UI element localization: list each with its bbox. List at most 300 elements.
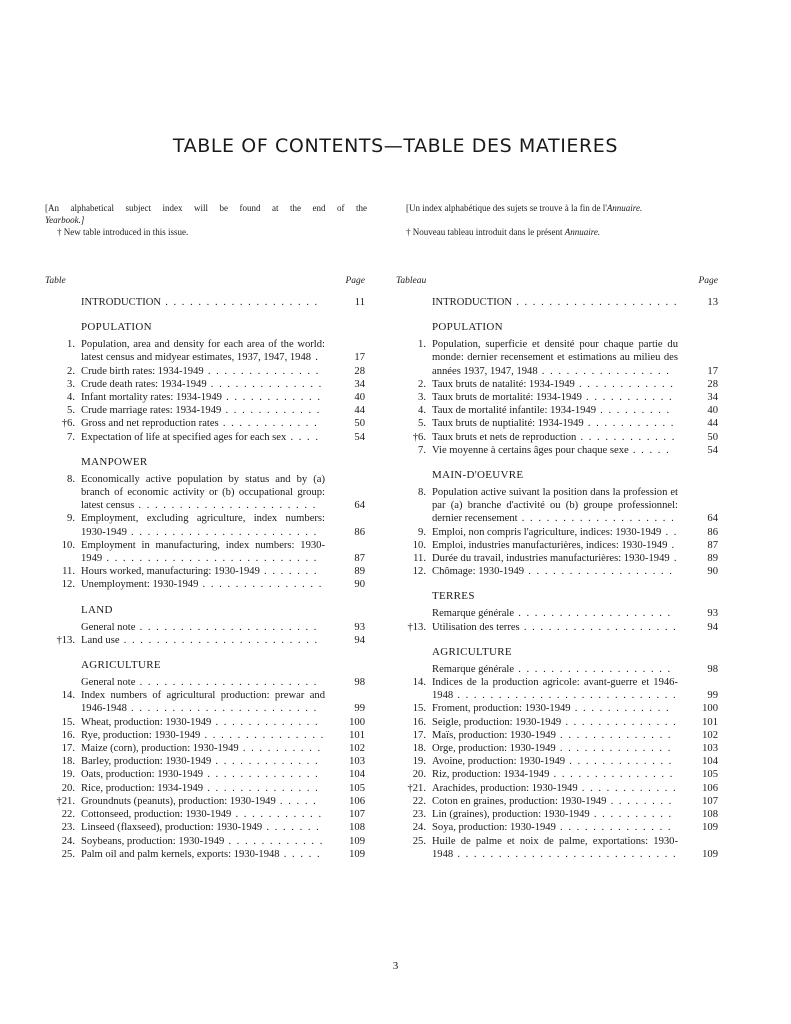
entry-number: 19. — [61, 769, 75, 781]
entry-text: General note — [81, 621, 136, 633]
entry-number: 17. — [61, 743, 75, 755]
toc-entry — [45, 782, 365, 795]
toc-entry — [396, 417, 718, 430]
entry-text: Chômage: 1930-1949 — [432, 566, 525, 578]
entry-page: 13 — [707, 297, 718, 308]
entry-text: INTRODUCTION — [81, 297, 162, 308]
entry-title — [81, 808, 325, 821]
entry-number: 4. — [67, 392, 75, 404]
leader-dots: . . . . . . . . . . . . . . — [561, 716, 678, 728]
entry-page: 103 — [349, 756, 365, 768]
toc-entry — [396, 391, 718, 404]
toc-entry — [396, 431, 718, 444]
toc-entry — [45, 755, 365, 768]
toc-entry — [45, 634, 365, 647]
entry-title — [432, 716, 678, 729]
toc-entry — [45, 578, 365, 591]
leader-dots: . . . . . . . — [259, 566, 318, 578]
toc-entry — [45, 676, 365, 689]
leader-dots: . . . . . . . . . . . . . . . . . . . . . . — [135, 677, 318, 689]
leader-dots: . . . . . . . . . . . . . . — [555, 743, 672, 755]
entry-text: Gross and net reproduction rates — [81, 418, 219, 430]
entry-title — [81, 578, 325, 591]
entry-page: 105 — [349, 782, 365, 794]
intro-entry — [396, 296, 718, 309]
entry-number: 24. — [61, 835, 75, 847]
entry-page: 44 — [707, 418, 718, 430]
entry-number: 16. — [61, 729, 75, 741]
toc-entry — [45, 621, 365, 634]
toc-entry — [45, 378, 365, 391]
entry-page: 106 — [349, 795, 365, 807]
entry-page: 86 — [354, 526, 365, 538]
entry-number: 14. — [412, 677, 426, 689]
entry-text: Avoine, production: 1930-1949 — [432, 756, 566, 768]
entry-text: Soybeans, production: 1930-1949 — [81, 835, 225, 847]
entry-number: 11. — [62, 566, 75, 578]
entry-title — [81, 782, 325, 795]
entry-title — [432, 565, 678, 578]
entry-text: General note — [81, 677, 136, 689]
leader-dots: . . . . . . . . . . . . . . — [203, 782, 320, 794]
page-number: 3 — [392, 960, 399, 972]
leader-dots: . . . . . . . . . . . — [583, 418, 675, 430]
toc-entry — [396, 821, 718, 834]
index-note-en — [45, 202, 367, 238]
entry-page: 109 — [349, 835, 365, 847]
entry-title — [432, 391, 678, 404]
entry-number: 1. — [418, 339, 426, 351]
entry-number: 9. — [67, 513, 75, 525]
entry-text: Indices de la production agricole: avant-guerre et 1946-1948 — [432, 677, 678, 702]
leader-dots: . . . . . . . . . . . . . — [565, 756, 673, 768]
leader-dots: . . . . . — [279, 848, 322, 860]
contents-column-french — [396, 276, 718, 861]
entry-page: 11 — [354, 297, 365, 308]
entry-number: 18. — [412, 743, 426, 755]
leader-dots: . . . . . — [628, 444, 671, 456]
entry-text: Employment, excluding agriculture, index numbers: 1930-1949 — [81, 513, 325, 538]
entry-number: 24. — [412, 822, 426, 834]
toc-entry — [45, 742, 365, 755]
entry-number: 9. — [418, 526, 426, 538]
entry-page: 100 — [702, 703, 718, 715]
leader-dots: . . . . . . . . . . . . . . — [203, 769, 320, 781]
entry-title — [81, 676, 325, 689]
entry-text: Soya, production: 1930-1949 — [432, 822, 556, 834]
leader-dots: . . . . . . . . . . . . . . . . . . . . . . . . . . — [102, 553, 318, 565]
entry-title — [432, 431, 678, 444]
entry-title — [81, 689, 325, 715]
entry-text: Crude death rates: 1934-1949 — [81, 378, 207, 390]
entry-title — [81, 835, 325, 848]
entry-title — [81, 417, 325, 430]
toc-entry — [45, 473, 365, 513]
index-note-en-line1: [An alphabetical subject index will be found at the end of the — [45, 203, 367, 213]
toc-entry — [396, 702, 718, 715]
entry-number: 12. — [61, 579, 75, 591]
entry-title — [432, 808, 678, 821]
toc-entry — [396, 808, 718, 821]
entry-number: 18. — [61, 756, 75, 768]
entry-number: 22. — [61, 809, 75, 821]
entry-title — [432, 607, 678, 620]
entry-number: 10. — [61, 539, 75, 551]
entry-title — [432, 539, 678, 552]
entry-text: Froment, production: 1930-1949 — [432, 703, 571, 715]
section-title: MAIN-D'OEUVRE — [432, 469, 524, 482]
entry-number: 11. — [413, 553, 426, 565]
entry-text: Maïs, production: 1930-1949 — [432, 729, 556, 741]
entry-text: Oats, production: 1930-1949 — [81, 769, 204, 781]
entry-title — [81, 742, 325, 755]
entry-number: 10. — [412, 539, 426, 551]
entry-title — [432, 338, 678, 378]
entry-number: 5. — [418, 418, 426, 430]
entry-title — [81, 404, 325, 417]
entry-number: 23. — [61, 822, 75, 834]
entry-number: 16. — [412, 716, 426, 728]
entry-title — [432, 417, 678, 430]
entry-page: 104 — [349, 769, 365, 781]
entry-text: Arachides, production: 1930-1949 — [432, 782, 578, 794]
entry-number: 2. — [67, 365, 75, 377]
entry-text: Emploi, non compris l'agriculture, indices: 1930-1949 — [432, 526, 662, 538]
entry-text: Taux de mortalité infantile: 1934-1949 — [432, 405, 597, 417]
leader-dots: . . . . . . . . . . . . . . . . — [537, 365, 671, 377]
toc-entry — [45, 768, 365, 781]
entry-page: 101 — [349, 729, 365, 741]
entry-title — [432, 552, 678, 565]
section-title: AGRICULTURE — [432, 645, 512, 658]
entry-text: Population active suivant la position dans la profession et par (a) branche d'activité ou (b) groupe professionnel: dernier recensement — [432, 487, 678, 525]
leader-dots: . . . . . . . . . . . . . — [211, 756, 320, 768]
leader-dots: . . — [661, 526, 678, 538]
entry-page: 103 — [702, 743, 718, 755]
entry-number: 8. — [67, 473, 75, 485]
entry-text: Index numbers of agricultural production: prewar and 1946-1948 — [81, 690, 325, 715]
entry-page: 87 — [707, 539, 718, 551]
toc-entry — [45, 729, 365, 742]
entry-title — [432, 755, 678, 768]
entry-title — [81, 716, 325, 729]
entry-title — [432, 378, 678, 391]
entry-text: Riz, production: 1934-1949 — [432, 769, 550, 781]
entry-page: 109 — [349, 848, 365, 860]
column-header-page: Page — [345, 276, 365, 286]
entry-page: 89 — [354, 566, 365, 578]
entry-page: 94 — [354, 634, 365, 646]
leader-dots: . . . . . . . . . . . . — [574, 378, 675, 390]
leader-dots: . . . . . . . . . . . . — [224, 835, 324, 847]
section-title: AGRICULTURE — [81, 659, 161, 672]
entry-title — [81, 565, 325, 578]
entry-title — [81, 296, 325, 309]
toc-entry — [396, 621, 718, 634]
entry-number: †21. — [56, 795, 75, 807]
leader-dots: . . . . . . . . . . — [238, 743, 322, 755]
leader-dots: . . . . . . . . . . . . . . . . . . . . . . . . . . . — [453, 848, 678, 860]
entry-title — [81, 729, 325, 742]
leader-dots: . . . . . . . . . . . . . . . . . . . . . . . . — [119, 634, 319, 646]
entry-title — [432, 663, 678, 676]
toc-entry — [45, 821, 365, 834]
entry-title — [432, 296, 678, 309]
entry-title — [81, 768, 325, 781]
leader-dots: . . . . . . . . . . . . . . . . . . . . . . — [135, 621, 318, 633]
entry-page: 107 — [702, 795, 718, 807]
toc-entry — [396, 338, 718, 378]
entry-number: 3. — [67, 378, 75, 390]
toc-entry — [396, 795, 718, 808]
entry-text: Unemployment: 1930-1949 — [81, 579, 199, 591]
leader-dots: . . . . . . . . . — [596, 405, 671, 417]
entry-title — [81, 473, 325, 513]
leader-dots: . . . . . . . . . . . . — [576, 431, 676, 443]
entry-title — [432, 702, 678, 715]
entry-page: 40 — [707, 405, 718, 417]
entry-page: 94 — [707, 621, 718, 633]
section-title: LAND — [81, 603, 113, 616]
leader-dots: . . . . . . . . . . . — [231, 809, 323, 821]
leader-dots: . . . . . . . . . . . . . . — [555, 729, 673, 741]
entry-title — [81, 431, 325, 444]
column-header-table: Tableau — [396, 276, 427, 286]
entry-number: 14. — [61, 690, 75, 702]
entry-page: 101 — [702, 716, 718, 728]
entry-page: 102 — [349, 743, 365, 755]
new-table-note-fr: † Nouveau tableau introduit dans le présent — [406, 227, 565, 237]
entry-number: †21. — [407, 782, 426, 794]
entry-page: 64 — [707, 513, 718, 525]
leader-dots: . . . . — [286, 431, 320, 443]
entry-page: 105 — [702, 769, 718, 781]
toc-entry — [396, 607, 718, 620]
entry-page: 86 — [707, 526, 718, 538]
leader-dots: . . . . . . . . . . . . . . . . . . . — [514, 608, 672, 620]
entry-text: Population, area and density for each area of the world: latest census and midyear estimates, 1937, 1947, 1948 — [81, 339, 325, 364]
toc-entry — [396, 716, 718, 729]
leader-dots: . . . . . . . . . . . . . . . . . . . — [519, 621, 678, 633]
toc-entry — [396, 404, 718, 417]
entry-number: †13. — [56, 634, 75, 646]
entry-title — [432, 486, 678, 526]
index-note-fr-text: [Un index alphabétique des sujets se trouve à la fin de l' — [406, 203, 607, 213]
leader-dots: . . . . . . . . . . . . . . . . . . . . . . — [134, 500, 317, 512]
entry-page: 108 — [702, 809, 718, 821]
entry-text: Crude birth rates: 1934-1949 — [81, 365, 204, 377]
entry-page: 28 — [707, 378, 718, 390]
leader-dots: . . . . . . . . . . . . — [570, 703, 671, 715]
leader-dots: . . . . . . . . . . . . . . . . . . . . — [512, 297, 678, 308]
entry-page: 90 — [707, 566, 718, 578]
entry-text: Cottonseed, production: 1930-1949 — [81, 809, 232, 821]
entry-text: Expectation of life at specified ages for each sex — [81, 431, 287, 443]
toc-entry — [396, 552, 718, 565]
entry-page: 54 — [707, 444, 718, 456]
entry-text: Hours worked, manufacturing: 1930-1949 — [81, 566, 260, 578]
contents-column-english — [45, 276, 365, 861]
entry-text: Durée du travail, industries manufacturières: 1930-1949 — [432, 553, 670, 565]
entry-page: 98 — [707, 663, 718, 675]
entry-text: Employment in manufacturing, index numbers: 1930-1949 — [81, 539, 325, 565]
entry-number: 25. — [61, 848, 75, 860]
entry-page: 34 — [707, 392, 718, 404]
entry-title — [81, 634, 325, 647]
entry-number: 22. — [412, 795, 426, 807]
entry-text: Vie moyenne à certains âges pour chaque sexe — [432, 444, 629, 456]
entry-title — [432, 404, 678, 417]
entry-text: Taux bruts de mortalité: 1934-1949 — [432, 392, 582, 404]
entry-text: Remarque générale — [432, 663, 515, 675]
leader-dots: . . . . . . . . . . . . . . . . . . . — [514, 663, 672, 675]
entry-text: Lin (graines), production: 1930-1949 — [432, 809, 590, 821]
intro-entry — [45, 296, 365, 309]
leader-dots: . . . . . . . . . . . . . . — [206, 378, 323, 390]
entry-page: 93 — [707, 608, 718, 620]
entry-text: INTRODUCTION — [432, 297, 513, 308]
entry-number: 19. — [412, 756, 426, 768]
entry-number: 7. — [67, 431, 75, 443]
entry-page: 50 — [354, 418, 365, 430]
entry-page: 17 — [354, 352, 365, 364]
toc-entry — [45, 795, 365, 808]
entry-text: Taux bruts de natalité: 1934-1949 — [432, 378, 575, 390]
entry-text: Infant mortality rates: 1934-1949 — [81, 392, 222, 404]
leader-dots: . . . . . . . . . . . . . . . . . . . — [161, 297, 319, 308]
entry-page: 40 — [354, 392, 365, 404]
entry-page: 89 — [707, 553, 718, 565]
entry-number: 25. — [412, 835, 426, 847]
section-title: POPULATION — [81, 321, 152, 334]
entry-page: 104 — [702, 756, 718, 768]
toc-entry — [396, 742, 718, 755]
entry-title — [432, 676, 678, 702]
entry-title — [432, 444, 678, 457]
entry-page: 90 — [354, 579, 365, 591]
leader-dots: . . . . . . . . . . . . . . . — [549, 769, 674, 781]
leader-dots: . . . . . . . . . . — [589, 809, 673, 821]
toc-entry — [396, 539, 718, 552]
entry-number: 1. — [67, 339, 75, 351]
entry-page: 109 — [702, 822, 718, 834]
entry-number: 23. — [412, 809, 426, 821]
toc-entry — [396, 755, 718, 768]
leader-dots: . . . . . . . . . . . . — [221, 392, 322, 404]
new-table-note-fr-annuaire: Annuaire. — [564, 227, 601, 237]
entry-title — [81, 539, 325, 565]
entry-text: Remarque générale — [432, 608, 515, 620]
toc-entry — [45, 365, 365, 378]
leader-dots: . . . . . . . . . . . . . . . . . . . . . . . . . . . — [453, 690, 678, 702]
index-note-fr-annuaire: Annuaire. — [606, 203, 643, 213]
entry-text: Coton en graines, production: 1930-1949 — [432, 795, 607, 807]
entry-text: Groundnuts (peanuts), production: 1930-1949 — [81, 795, 276, 807]
leader-dots: . . . . . . . . . . . . . . . . . . . . . . . — [126, 526, 318, 538]
entry-page: 108 — [349, 822, 365, 834]
toc-entry — [396, 782, 718, 795]
leader-dots: . — [667, 539, 676, 551]
entry-number: 5. — [67, 405, 75, 417]
toc-entry — [396, 378, 718, 391]
entry-text: Linseed (flaxseed), production: 1930-1949 — [81, 822, 263, 834]
entry-title — [81, 391, 325, 404]
entry-text: Rye, production: 1930-1949 — [81, 729, 201, 741]
column-header — [45, 276, 365, 290]
entry-title — [432, 821, 678, 834]
entry-page: 44 — [354, 405, 365, 417]
entry-title — [81, 512, 325, 538]
toc-entry — [45, 716, 365, 729]
entry-page: 99 — [707, 690, 718, 702]
entry-number: 20. — [412, 769, 426, 781]
toc-entry — [45, 689, 365, 715]
entry-text: Taux bruts de nuptialité: 1934-1949 — [432, 418, 584, 430]
entry-number: 7. — [418, 444, 426, 456]
index-note-fr — [406, 202, 724, 238]
toc-entry — [396, 565, 718, 578]
toc-entry — [396, 526, 718, 539]
column-header-table: Table — [45, 276, 66, 286]
entry-title — [81, 848, 325, 861]
entry-page: 64 — [354, 500, 365, 512]
leader-dots: . . . . . . . . . . . . . . . — [198, 579, 323, 591]
entry-text: Land use — [81, 634, 120, 646]
leader-dots: . . . . . . . . . . . . . . . . . . — [524, 566, 674, 578]
toc-entry — [396, 663, 718, 676]
toc-entry — [45, 565, 365, 578]
entry-page: 106 — [702, 782, 718, 794]
leader-dots: . . . . . . . . . . . . — [218, 418, 319, 430]
entry-text: Huile de palme et noix de palme, exportations: 1930-1948 — [432, 835, 678, 860]
leader-dots: . . . . . . . . . . . . . . — [555, 822, 673, 834]
toc-entry — [45, 539, 365, 565]
entry-title — [432, 742, 678, 755]
entry-title — [432, 729, 678, 742]
entry-page: 54 — [354, 431, 365, 443]
entry-number: 20. — [61, 782, 75, 794]
entry-title — [81, 821, 325, 834]
entry-number: 12. — [412, 566, 426, 578]
entry-text: Barley, production: 1930-1949 — [81, 756, 212, 768]
section-title: MANPOWER — [81, 455, 148, 468]
entry-text: Crude marriage rates: 1934-1949 — [81, 405, 222, 417]
entry-number: 3. — [418, 392, 426, 404]
entry-page: 109 — [702, 848, 718, 860]
leader-dots: . . . . . . . . . . . . . . . . . . . . . . . — [126, 703, 318, 715]
entry-text: Seigle, production: 1930-1949 — [432, 716, 562, 728]
entry-number: 15. — [412, 703, 426, 715]
leader-dots: . . . . . — [275, 795, 318, 807]
entry-text: Economically active population by status and by (a) branch of economic activity or (b) occupational group: latest census — [81, 473, 325, 512]
entry-page: 98 — [354, 677, 365, 689]
leader-dots: . . . . . . . . . . . . . . . . . . . — [517, 513, 676, 525]
toc-entry — [45, 404, 365, 417]
leader-dots: . . . . . . . . . . . — [581, 392, 674, 404]
toc-entry — [45, 417, 365, 430]
leader-dots: . . . . . . . . . . . . . . — [203, 365, 320, 377]
entry-title — [432, 526, 678, 539]
section-title: POPULATION — [432, 321, 503, 334]
new-table-note-en: † New table introduced in this issue. — [57, 227, 189, 237]
entry-number: †6. — [412, 431, 426, 443]
entry-page: 100 — [349, 716, 365, 728]
leader-dots: . . . . . . . . . . . . . — [211, 716, 320, 728]
entry-page: 93 — [354, 621, 365, 633]
entry-title — [81, 338, 325, 364]
toc-entry — [396, 729, 718, 742]
entry-text: Rice, production: 1934-1949 — [81, 782, 204, 794]
